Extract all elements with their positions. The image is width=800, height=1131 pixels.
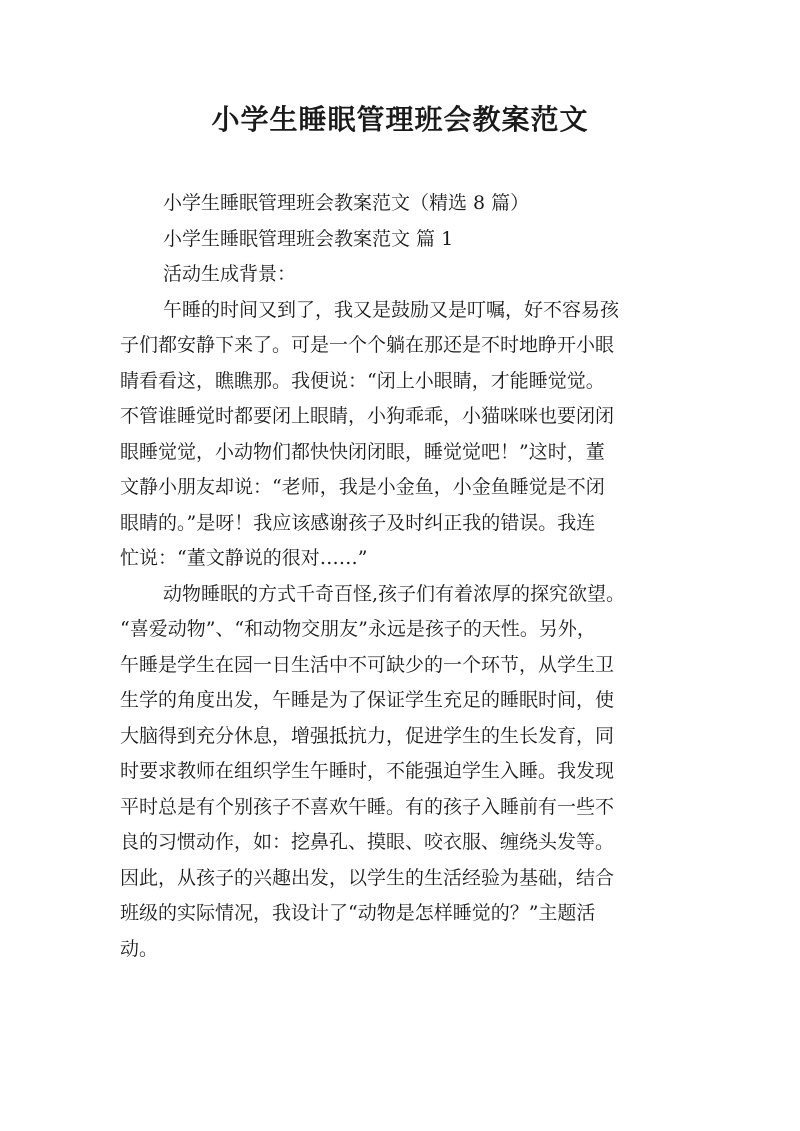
- paragraph-line: 午睡是学生在园一日生活中不可缺少的一个环节，从学生卫: [120, 653, 615, 676]
- paragraph-line: 平时总是有个别孩子不喜欢午睡。有的孩子入睡前有一些不: [120, 795, 615, 818]
- paragraph-line: 忙说：“董文静说的很对……”: [120, 547, 368, 569]
- paragraph-line: 不管谁睡觉时都要闭上眼睛，小狗乖乖，小猫咪咪也要闭闭: [120, 405, 615, 427]
- paragraph-line: 眼睡觉觉，小动物们都快快闭闭眼，睡觉觉吧！”这时，董: [120, 440, 605, 463]
- paragraph-line: 大脑得到充分休息，增强抵抗力，促进学生的生长发育，同: [120, 724, 615, 747]
- paragraph-1: [120, 293, 690, 577]
- paragraph-line: 时要求教师在组织学生午睡时，不能强迫学生入睡。我发现: [120, 760, 615, 782]
- paragraph-line: “喜爱动物”、“和动物交朋友”永远是孩子的天性。另外，: [120, 618, 596, 640]
- background-label: 活动生成背景：: [163, 263, 297, 285]
- document-title: 小学生睡眠管理班会教案范文: [211, 103, 589, 136]
- paragraph-line: 午睡的时间又到了，我又是鼓励又是叮嘱，好不容易孩: [163, 298, 620, 321]
- paragraph-line: 动。: [120, 937, 159, 960]
- paragraph-line: 良的习惯动作，如：挖鼻孔、摸眼、咬衣服、缠绕头发等。: [120, 831, 615, 853]
- paragraph-2: [120, 577, 690, 968]
- paragraph-line: 班级的实际情况，我设计了“动物是怎样睡觉的？”主题活: [120, 902, 596, 924]
- subtitle-line: 小学生睡眠管理班会教案范文（精选 8 篇）: [163, 192, 530, 214]
- paragraph-line: 睛看看这，瞧瞧那。我便说：“闭上小眼睛，才能睡觉觉。: [120, 369, 605, 392]
- paragraph-line: 文静小朋友却说：“老师，我是小金鱼，小金鱼睡觉是不闭: [120, 476, 605, 498]
- paragraph-line: 子们都安静下来了。可是一个个躺在那还是不时地睁开小眼: [120, 334, 615, 356]
- paragraph-line: 生学的角度出发，午睡是为了保证学生充足的睡眠时间，使: [120, 689, 615, 711]
- document-body: [120, 186, 690, 967]
- paragraph-line: 眼睛的。”是呀！我应该感谢孩子及时纠正我的错误。我连: [120, 511, 596, 534]
- paragraph-line: 因此，从孩子的兴趣出发，以学生的生活经验为基础，结合: [120, 866, 615, 889]
- section-heading: 小学生睡眠管理班会教案范文 篇 1: [163, 227, 454, 250]
- paragraph-line: 动物睡眠的方式千奇百怪,孩子们有着浓厚的探究欲望。: [163, 582, 626, 605]
